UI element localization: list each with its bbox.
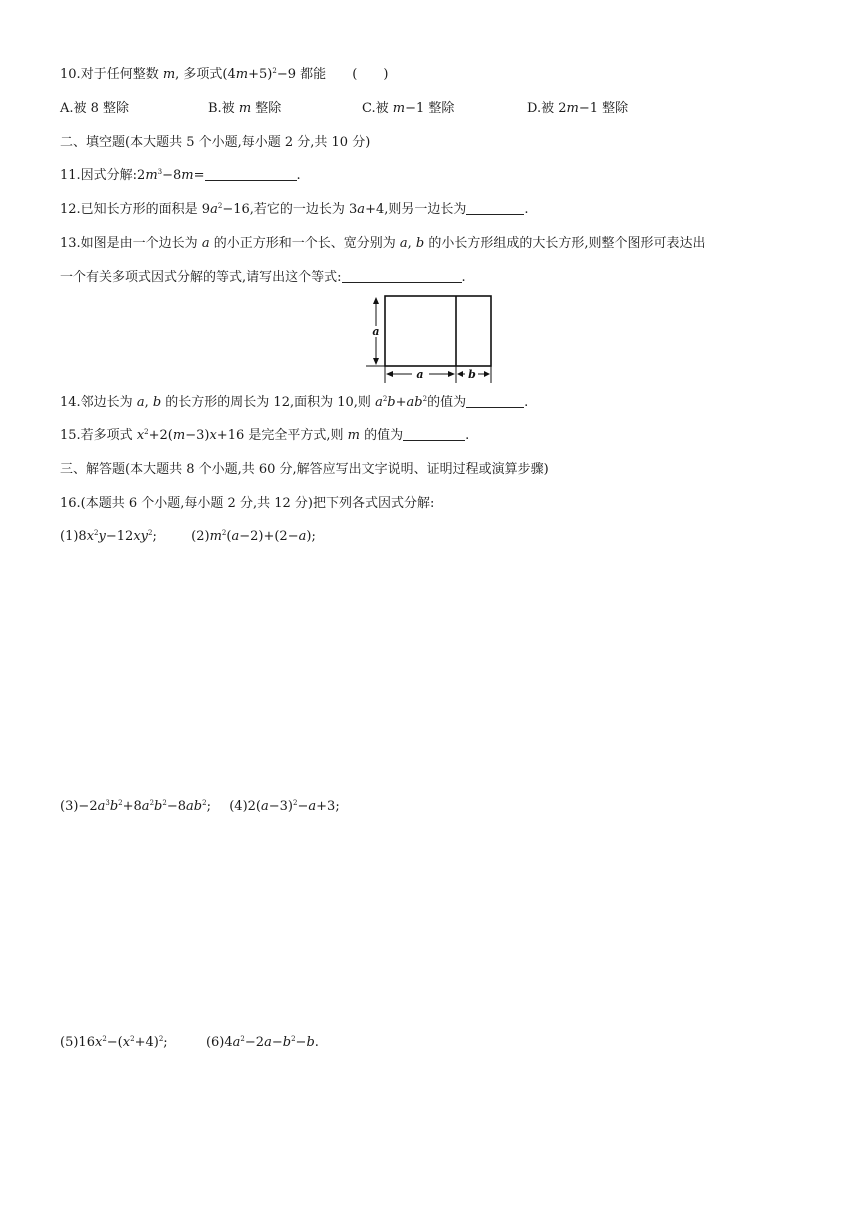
rectangle-figure (362, 291, 498, 387)
large-rectangle (385, 296, 491, 366)
arrow-up-icon (373, 297, 379, 304)
section-3-heading: 三、解答题(本大题共 8 个小题,共 60 分,解答应写出文字说明、证明过程或演算步骤) (60, 462, 549, 477)
answer-blank[interactable] (342, 270, 462, 283)
answer-blank[interactable] (466, 202, 524, 215)
q16-item-4: $(4)2(a-3)^2-a+3$; (229, 799, 340, 814)
q14: 14.邻边长为 a, b 的长方形的周长为 12,面积为 10,则 $a^2b+ab^2$的值为 . (60, 395, 529, 410)
figure-label-side-a: a (372, 325, 380, 338)
q10-option-c: C.被 m−1 整除 (362, 101, 455, 116)
arrow-right-icon (448, 371, 455, 377)
q13-line2: 一个有关多项式因式分解的等式,请写出这个等式: . (60, 270, 466, 285)
q15: 15.若多项式 $x^2+2(m-3)x+16$ 是完全平方式,则 m 的值为 . (60, 428, 470, 443)
q16-item-1: $(1)8x^2y-12xy^2$; (60, 529, 157, 544)
q13-line1: 13.如图是由一个边长为 a 的小正方形和一个长、宽分别为 a, b 的小长方形组成的大长方形,则整个图形可表达出 (60, 236, 706, 251)
q16-item-3: $(3)-2a^3b^2+8a^2b^2-8ab^2$; (60, 799, 211, 814)
q10-option-d: D.被 2m−1 整除 (527, 101, 629, 116)
q16-item-6: $(6)4a^2-2a-b^2-b$. (205, 1035, 319, 1050)
q10-stem: 10.对于任何整数 m, 多项式$(4m+5)^2-9$ 都能 ( ) (60, 67, 389, 82)
answer-blank[interactable] (466, 395, 524, 408)
answer-blank[interactable] (403, 428, 465, 441)
arrow-left-icon (386, 371, 393, 377)
q10-option-a: A.被 8 整除 (60, 101, 130, 116)
answer-parentheses: ( ) (352, 67, 389, 82)
section-2-heading: 二、填空题(本大题共 5 个小题,每小题 2 分,共 10 分) (60, 135, 371, 150)
arrow-left-icon (457, 371, 463, 377)
q12: 12.已知长方形的面积是 $9a^2-16$,若它的一边长为 3a+4,则另一边长为 . (60, 202, 529, 217)
q10-option-b: B.被 m 整除 (208, 101, 282, 116)
q16-items-3-4 (60, 798, 340, 816)
q16-intro: 16.(本题共 6 个小题,每小题 2 分,共 12 分)把下列各式因式分解: (60, 496, 435, 511)
q11: 11.因式分解$:2m^3-8m=$ . (60, 168, 301, 183)
figure-label-bottom-a: a (416, 368, 424, 381)
q16-item-5: $(5)16x^2-(x^2+4)^2$; (60, 1035, 168, 1050)
q16-items-1-2 (60, 528, 316, 546)
q16-item-2: $(2)m^2(a-2)+(2-a)$; (191, 529, 316, 544)
figure-label-bottom-b: b (468, 368, 476, 381)
arrow-right-icon (484, 371, 490, 377)
arrow-down-icon (373, 358, 379, 365)
answer-blank[interactable] (205, 168, 297, 181)
q16-items-5-6 (60, 1034, 319, 1052)
